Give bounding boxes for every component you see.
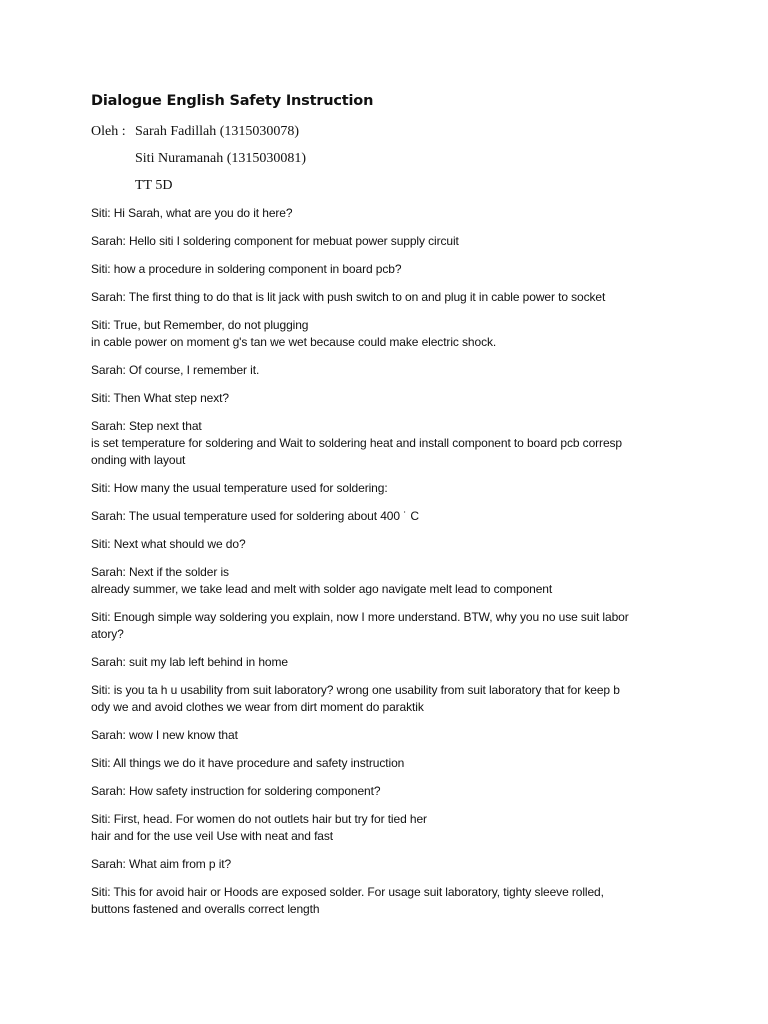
dialogue-line: Siti: how a procedure in soldering component in board pcb? [91,262,402,276]
class-line: TT 5D [135,178,173,193]
dialogue-line: Sarah: Next if the solder is already summer, we take lead and melt with solder ago navigate melt lead to component [91,565,553,596]
dialogue-line: Sarah: Step next that is set temperature for soldering and Wait to soldering heat and install component to board pcb corresp onding with layout [91,419,622,467]
dialogue-line: Siti: How many the usual temperature used for soldering: [91,481,388,495]
dialogue-line: Sarah: suit my lab left behind in home [91,655,288,669]
dialogue-line: Siti: True, but Remember, do not plugging in cable power on moment g's tan we wet because could make electric shock. [91,318,497,349]
dialogue-line: Sarah: What aim from p it? [91,857,232,871]
dialogue-line: Siti: Hi Sarah, what are you do it here? [91,206,293,220]
dialogue-line: Siti: All things we do it have procedure and safety instruction [91,756,405,770]
document-title: Dialogue English Safety Instruction [91,93,374,109]
dialogue-line: Siti: First, head. For women do not outlets hair but try for tied her hair and for the use veil Use with neat and fast [91,812,427,843]
author-line-2: Siti Nuramanah (1315030081) [135,151,307,166]
author-line-1: Sarah Fadillah (1315030078) [135,124,300,139]
dialogue-line: Sarah: The usual temperature used for soldering about 400 ˙ C [91,509,419,523]
dialogue-line: Sarah: wow I new know that [91,728,238,742]
dialogue-line: Siti: Enough simple way soldering you explain, now I more understand. BTW, why you no use suit labor atory? [91,610,629,641]
dialogue-line: Sarah: The first thing to do that is lit jack with push switch to on and plug it in cable power to socket [91,290,606,304]
dialogue-line: Sarah: Of course, I remember it. [91,363,260,377]
dialogue-line: Sarah: Hello siti I soldering component for mebuat power supply circuit [91,234,459,248]
dialogue-line: Sarah: How safety instruction for soldering component? [91,784,381,798]
dialogue-line: Siti: Then What step next? [91,391,229,405]
dialogue-line: Siti: Next what should we do? [91,537,246,551]
dialogue-line: Siti: This for avoid hair or Hoods are exposed solder. For usage suit laboratory, tighty sleeve rolled, buttons fastened and overalls correct length [91,885,604,916]
dialogue-body [91,205,691,929]
by-label: Oleh : [91,124,126,139]
dialogue-line: Siti: is you ta h u usability from suit laboratory? wrong one usability from suit laboratory that for keep b ody we and avoid clothes we wear from dirt moment do paraktik [91,683,620,714]
